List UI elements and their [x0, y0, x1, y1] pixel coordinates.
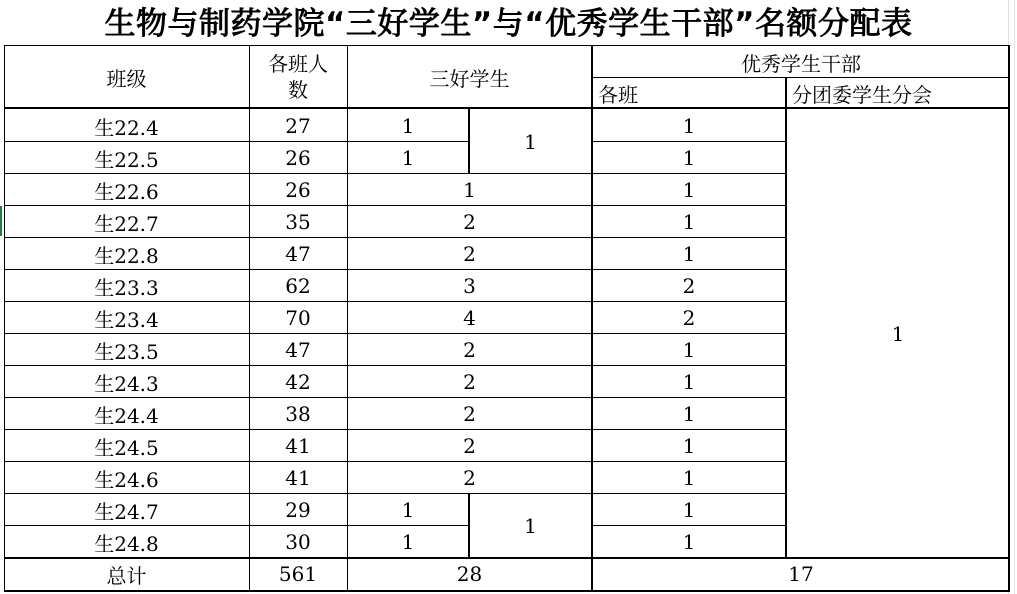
- class-cell[interactable]: 生24.8: [94, 531, 159, 556]
- border-line: [347, 397, 592, 398]
- class-cell[interactable]: 生22.8: [94, 243, 159, 268]
- count-cell[interactable]: 70: [285, 306, 311, 330]
- border-line: [347, 205, 592, 206]
- border-line: [592, 333, 786, 334]
- border-line: [592, 173, 786, 174]
- sanhao-merged-cell[interactable]: 1: [524, 513, 537, 538]
- class-cell[interactable]: 生22.6: [94, 179, 159, 204]
- sanhao-cell[interactable]: 2: [463, 434, 476, 458]
- border-line: [347, 365, 592, 366]
- border-line: [592, 269, 786, 270]
- border-line: [592, 301, 786, 302]
- class-cell[interactable]: 生22.7: [94, 211, 159, 236]
- border-line: [347, 45, 348, 592]
- class-cell[interactable]: 生24.6: [94, 467, 159, 492]
- sanhao-cell[interactable]: 2: [463, 402, 476, 426]
- youxiu-cell[interactable]: 1: [682, 242, 696, 266]
- count-cell[interactable]: 26: [285, 178, 311, 202]
- border-line: [592, 493, 786, 494]
- sanhao-cell[interactable]: 1: [401, 530, 415, 554]
- border-line: [4, 365, 347, 366]
- header-each-class[interactable]: 各班: [598, 82, 638, 107]
- class-cell[interactable]: 生24.7: [94, 499, 159, 524]
- border-line: [592, 141, 786, 142]
- border-line: [592, 205, 786, 206]
- count-cell[interactable]: 47: [285, 338, 311, 362]
- border-line: [4, 301, 347, 302]
- total-label[interactable]: 总计: [106, 563, 147, 588]
- header-count[interactable]: 各班人数: [268, 52, 328, 102]
- count-cell[interactable]: 42: [285, 370, 311, 394]
- border-line: [4, 461, 347, 462]
- border-line: [4, 141, 347, 142]
- sanhao-cell[interactable]: 1: [401, 498, 415, 522]
- class-cell[interactable]: 生24.3: [94, 371, 159, 396]
- youxiu-cell[interactable]: 1: [682, 146, 696, 170]
- count-cell[interactable]: 41: [285, 434, 311, 458]
- border-line: [347, 429, 592, 430]
- header-sanhao[interactable]: 三好学生: [429, 66, 510, 91]
- youxiu-cell[interactable]: 1: [682, 178, 696, 202]
- border-line: [4, 269, 347, 270]
- border-line: [347, 525, 469, 526]
- border-line: [4, 397, 347, 398]
- count-cell[interactable]: 47: [285, 242, 311, 266]
- border-line: [592, 525, 786, 526]
- border-line: [347, 461, 592, 462]
- border-line: [4, 205, 347, 206]
- sanhao-cell[interactable]: 3: [463, 274, 476, 298]
- border-line: [4, 173, 347, 174]
- total-sanhao[interactable]: 28: [456, 562, 483, 586]
- sanhao-cell[interactable]: 1: [463, 178, 476, 202]
- class-cell[interactable]: 生24.4: [94, 403, 159, 428]
- branch-merged-cell[interactable]: 1: [891, 321, 905, 346]
- youxiu-cell[interactable]: 2: [682, 274, 696, 298]
- border-line: [347, 269, 592, 270]
- count-cell[interactable]: 27: [285, 114, 311, 138]
- count-cell[interactable]: 38: [285, 402, 311, 426]
- border-line: [4, 45, 1010, 46]
- total-count[interactable]: 561: [278, 562, 318, 586]
- border-line: [468, 109, 470, 173]
- sanhao-cell[interactable]: 4: [463, 306, 476, 330]
- class-cell[interactable]: 生23.3: [94, 275, 159, 300]
- class-cell[interactable]: 生22.5: [94, 147, 159, 172]
- count-cell[interactable]: 26: [285, 146, 311, 170]
- sanhao-cell[interactable]: 1: [401, 146, 415, 170]
- class-cell[interactable]: 生22.4: [94, 115, 159, 140]
- border-line: [4, 45, 5, 592]
- border-line: [4, 107, 1010, 109]
- header-class[interactable]: 班级: [106, 66, 147, 91]
- youxiu-cell[interactable]: 1: [682, 466, 696, 490]
- youxiu-cell[interactable]: 1: [682, 402, 696, 426]
- count-cell[interactable]: 62: [285, 274, 311, 298]
- sanhao-cell[interactable]: 2: [463, 466, 476, 490]
- border-line: [347, 301, 592, 302]
- border-line: [592, 461, 786, 462]
- border-line: [592, 365, 786, 366]
- class-cell[interactable]: 生23.5: [94, 339, 159, 364]
- border-line: [347, 333, 592, 334]
- total-youxiu[interactable]: 17: [788, 562, 814, 586]
- border-line: [4, 429, 347, 430]
- sanhao-cell[interactable]: 2: [463, 210, 476, 234]
- youxiu-cell[interactable]: 1: [682, 498, 696, 522]
- header-branch[interactable]: 分团委学生分会: [792, 82, 932, 107]
- header-youxiu[interactable]: 优秀学生干部: [741, 51, 861, 76]
- border-line: [4, 525, 347, 526]
- count-cell[interactable]: 29: [285, 498, 311, 522]
- border-line: [347, 141, 469, 142]
- youxiu-cell[interactable]: 1: [682, 338, 696, 362]
- border-line: [1008, 45, 1010, 592]
- class-cell[interactable]: 生23.4: [94, 307, 159, 332]
- youxiu-cell[interactable]: 1: [682, 370, 696, 394]
- sanhao-cell[interactable]: 2: [463, 338, 476, 362]
- youxiu-cell[interactable]: 1: [682, 210, 696, 234]
- border-line: [592, 429, 786, 430]
- border-line: [4, 493, 347, 494]
- youxiu-cell[interactable]: 1: [682, 530, 696, 554]
- border-line: [592, 77, 1010, 78]
- youxiu-cell[interactable]: 1: [682, 114, 696, 138]
- count-cell[interactable]: 30: [285, 530, 311, 554]
- sanhao-cell[interactable]: 2: [463, 370, 476, 394]
- sheet-title[interactable]: 生物与制药学院“三好学生”与“优秀学生干部”名额分配表: [104, 6, 913, 42]
- border-line: [249, 45, 250, 592]
- border-line: [4, 557, 1010, 559]
- border-line: [347, 237, 592, 238]
- sanhao-cell[interactable]: 2: [463, 242, 476, 266]
- count-cell[interactable]: 41: [285, 466, 311, 490]
- youxiu-cell[interactable]: 2: [682, 306, 696, 330]
- border-line: [4, 590, 1010, 592]
- gridline: [1014, 0, 1015, 594]
- border-line: [785, 77, 787, 557]
- sanhao-cell[interactable]: 1: [401, 114, 415, 138]
- border-line: [592, 237, 786, 238]
- youxiu-cell[interactable]: 1: [682, 434, 696, 458]
- border-line: [592, 397, 786, 398]
- count-cell[interactable]: 35: [285, 210, 311, 234]
- active-row-marker: [0, 206, 2, 236]
- border-line: [591, 45, 593, 592]
- border-line: [347, 173, 592, 174]
- border-line: [4, 333, 347, 334]
- sanhao-merged-cell[interactable]: 1: [524, 129, 537, 154]
- border-line: [4, 237, 347, 238]
- class-cell[interactable]: 生24.5: [94, 435, 159, 460]
- border-line: [468, 493, 470, 557]
